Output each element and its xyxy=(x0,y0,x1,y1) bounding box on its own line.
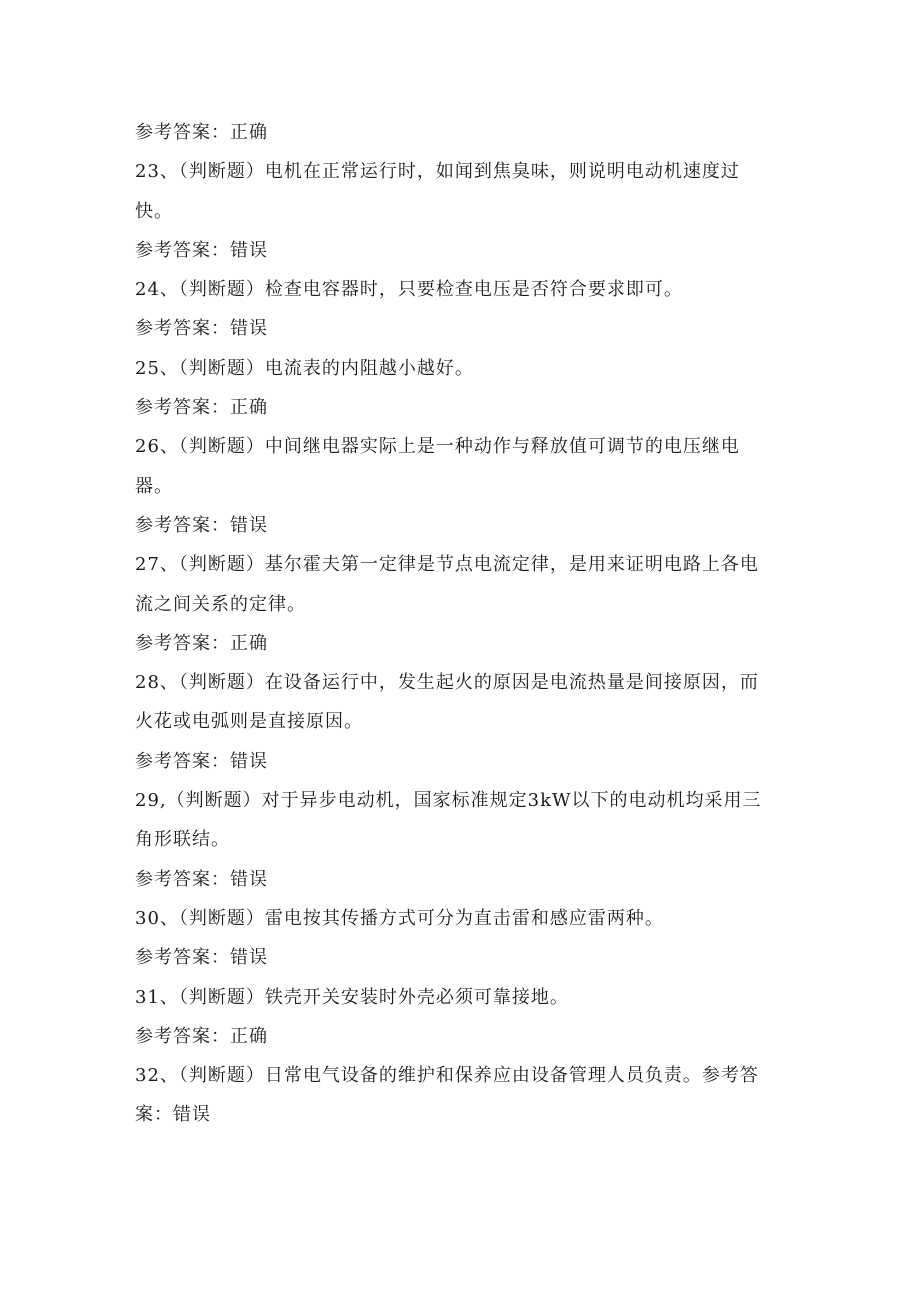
answer-27: 参考答案：正确 xyxy=(135,632,268,654)
question-25: 25、（判断题）电流表的内阻越小越好。 xyxy=(135,357,474,379)
question-27-line-2: 流之间关系的定律。 xyxy=(135,593,306,615)
question-27-line-1: 27、（判断题）基尔霍夫第一定律是节点电流定律，是用来证明电路上各电 xyxy=(135,554,759,576)
answer-31: 参考答案：正确 xyxy=(135,1025,268,1047)
question-24: 24、（判断题）检查电容器时，只要检查电压是否符合要求即可。 xyxy=(135,279,683,301)
answer-30: 参考答案：错误 xyxy=(135,947,268,969)
answer-28: 参考答案：错误 xyxy=(135,750,268,772)
question-31: 31、（判断题）铁壳开关安装时外壳必须可靠接地。 xyxy=(135,986,569,1008)
question-32-line-2: 案：错误 xyxy=(135,1104,211,1126)
answer-29: 参考答案：错误 xyxy=(135,868,268,890)
answer-25: 参考答案：正确 xyxy=(135,397,268,419)
question-28-line-2: 火花或电弧则是直接原因。 xyxy=(135,711,363,733)
question-26-line-1: 26、（判断题）中间继电器实际上是一种动作与释放值可调节的电压继电 xyxy=(135,436,740,458)
question-26-line-2: 器。 xyxy=(135,475,173,497)
question-32-line-1: 32、（判断题）日常电气设备的维护和保养应由设备管理人员负责。参考答 xyxy=(135,1065,759,1087)
question-29-line-1: 29,（判断题）对于异步电动机，国家标准规定3kW以下的电动机均采用三 xyxy=(135,790,762,812)
question-23-line-1: 23、（判断题）电机在正常运行时，如闻到焦臭味，则说明电动机速度过 xyxy=(135,161,740,183)
question-29-line-2: 角形联结。 xyxy=(135,829,230,851)
answer-23: 参考答案：错误 xyxy=(135,239,268,261)
answer-26: 参考答案：错误 xyxy=(135,514,268,536)
question-list xyxy=(135,113,795,1135)
question-30: 30、（判断题）雷电按其传播方式可分为直击雷和感应雷两种。 xyxy=(135,907,664,929)
answer-line: 参考答案：正确 xyxy=(135,122,268,143)
question-23-line-2: 快。 xyxy=(135,200,173,222)
question-28-line-1: 28、（判断题）在设备运行中，发生起火的原因是电流热量是间接原因，而 xyxy=(135,672,759,694)
answer-24: 参考答案：错误 xyxy=(135,318,268,340)
